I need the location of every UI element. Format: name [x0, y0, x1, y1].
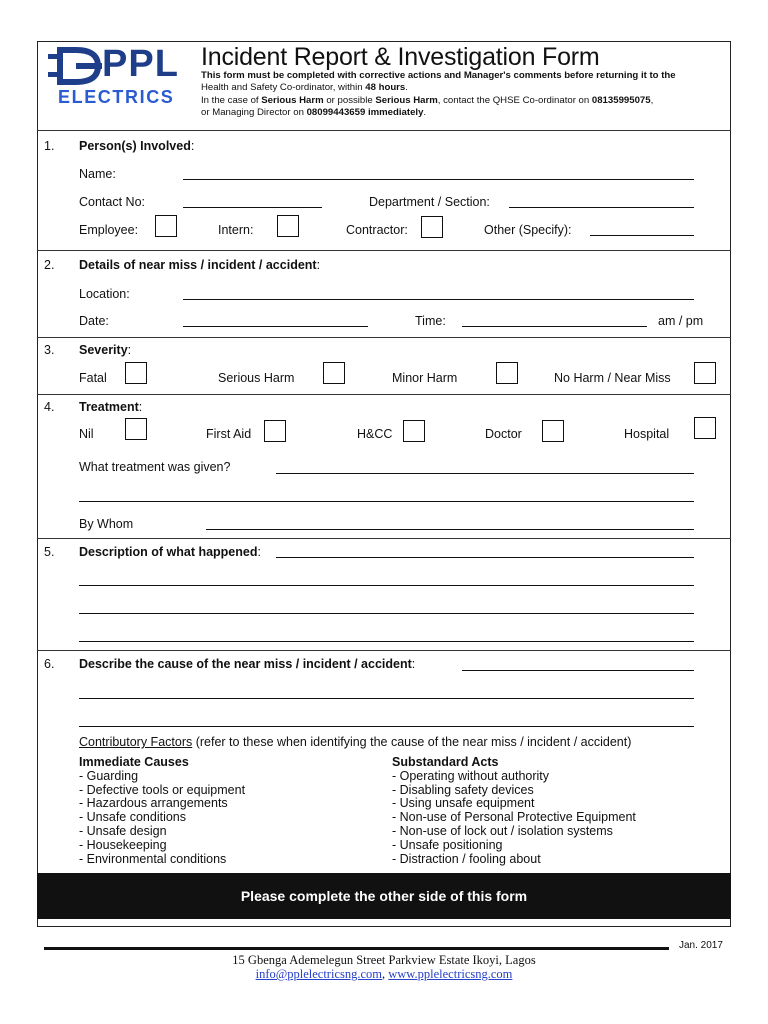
section-number: 6. — [44, 657, 55, 671]
section-number: 5. — [44, 545, 55, 559]
department-label: Department / Section: — [369, 195, 490, 209]
ampm-label: am / pm — [658, 314, 704, 328]
colon: : — [316, 258, 321, 272]
note-text: In the case of — [201, 94, 262, 106]
section-divider — [37, 650, 731, 651]
employee-label: Employee: — [79, 223, 139, 237]
what-treatment-field[interactable] — [276, 473, 694, 474]
list-item: - Distraction / fooling about — [392, 851, 541, 866]
severity-serious-checkbox[interactable] — [323, 362, 345, 384]
section-divider — [37, 130, 731, 131]
treatment-doctor-label: Doctor — [485, 427, 522, 441]
what-treatment-label: What treatment was given? — [79, 460, 231, 474]
colon: : — [138, 400, 143, 414]
section-number: 2. — [44, 258, 55, 272]
intern-checkbox[interactable] — [277, 215, 299, 237]
section-divider — [37, 250, 731, 251]
department-field[interactable] — [509, 207, 694, 208]
treatment-firstaid-label: First Aid — [206, 427, 252, 441]
note-line-3 — [201, 95, 676, 107]
website-link[interactable]: www.pplelectricsng.com — [388, 967, 513, 981]
contributory-factors-heading: Contributory Factors — [79, 735, 193, 749]
section-number: 3. — [44, 343, 55, 357]
immediate-causes-list — [79, 756, 245, 866]
contact-label: Contact No: — [79, 195, 146, 209]
colon: : — [190, 139, 195, 153]
note-text: , contact the QHSE Co-ordinator on — [437, 94, 592, 106]
list-item: - Non-use of Personal Protective Equipment — [392, 810, 636, 825]
note-bold: Serious Harm — [375, 94, 438, 106]
section-title-text: Details of near miss / incident / accident — [79, 258, 317, 272]
footer-address: 15 Gbenga Ademelegun Street Parkview Estate Ikoyi, Lagos — [232, 953, 536, 967]
contractor-label: Contractor: — [346, 223, 408, 237]
note-text: or Managing Director on — [201, 106, 307, 118]
page-title: Incident Report & Investigation Form — [201, 43, 600, 71]
description-field-4[interactable] — [79, 641, 694, 642]
logo-text: PPL — [102, 43, 179, 85]
section-title — [79, 545, 261, 559]
section-title — [79, 657, 415, 671]
treatment-hcc-label: H&CC — [357, 427, 393, 441]
note-text: Health and Safety Co-ordinator, within — [201, 82, 366, 94]
note-line-1: This form must be completed with corrective actions and Manager's comments before returning it to the — [201, 70, 676, 81]
treatment-firstaid-checkbox[interactable] — [264, 420, 286, 442]
immediate-causes-title: Immediate Causes — [79, 755, 189, 769]
note-line-2 — [201, 82, 676, 94]
treatment-hospital-checkbox[interactable] — [694, 417, 716, 439]
header-instructions — [201, 70, 676, 119]
list-item: - Guarding — [79, 768, 139, 783]
note-text: . — [405, 82, 408, 94]
list-item: - Unsafe conditions — [79, 810, 187, 825]
note-line-4 — [201, 107, 676, 119]
intern-label: Intern: — [218, 223, 254, 237]
other-field[interactable] — [590, 235, 694, 236]
section-title-text: Describe the cause of the near miss / incident / accident — [79, 657, 412, 671]
note-text: . — [423, 106, 427, 118]
severity-minor-checkbox[interactable] — [496, 362, 518, 384]
location-label: Location: — [79, 287, 130, 301]
treatment-hcc-checkbox[interactable] — [403, 420, 425, 442]
section-title — [79, 258, 320, 272]
note-bold: 08135995075 — [591, 94, 651, 106]
footer-contacts — [0, 967, 768, 982]
colon: : — [127, 343, 132, 357]
time-field[interactable] — [462, 326, 647, 327]
plug-icon — [46, 46, 106, 86]
description-field-3[interactable] — [79, 613, 694, 614]
severity-noharm-label: No Harm / Near Miss — [554, 371, 671, 385]
footer-date: Jan. 2017 — [679, 940, 723, 951]
section-title — [79, 400, 142, 414]
list-item: - Operating without authority — [392, 768, 550, 783]
severity-noharm-checkbox[interactable] — [694, 362, 716, 384]
name-field[interactable] — [183, 179, 694, 180]
section-title-text: Person(s) Involved — [79, 139, 191, 153]
substandard-acts-list — [392, 756, 636, 866]
cause-field-2[interactable] — [79, 698, 694, 699]
list-item: - Non-use of lock out / isolation systems — [392, 823, 613, 838]
list-item: - Housekeeping — [79, 837, 167, 852]
list-item: - Unsafe positioning — [392, 837, 503, 852]
treatment-doctor-checkbox[interactable] — [542, 420, 564, 442]
list-item: - Hazardous arrangements — [79, 796, 228, 811]
list-item: - Environmental conditions — [79, 851, 227, 866]
list-item: - Unsafe design — [79, 823, 167, 838]
time-label: Time: — [415, 314, 446, 328]
section-title-text: Treatment — [79, 400, 139, 414]
substandard-acts-title: Substandard Acts — [392, 755, 499, 769]
treatment-hospital-label: Hospital — [624, 427, 670, 441]
severity-serious-label: Serious Harm — [218, 371, 295, 385]
note-bold: 08099443659 immediately — [306, 106, 424, 118]
by-whom-label: By Whom — [79, 517, 134, 531]
cause-field[interactable] — [462, 670, 694, 671]
severity-minor-label: Minor Harm — [392, 371, 458, 385]
what-treatment-field-2[interactable] — [79, 501, 694, 502]
name-label: Name: — [79, 167, 116, 181]
contributory-factors — [79, 735, 631, 749]
other-label: Other (Specify): — [484, 223, 572, 237]
list-item: - Using unsafe equipment — [392, 796, 535, 811]
by-whom-field[interactable] — [206, 529, 694, 530]
note-bold: 48 hours — [365, 82, 406, 94]
contractor-checkbox[interactable] — [421, 216, 443, 238]
cause-field-3[interactable] — [79, 726, 694, 727]
date-field[interactable] — [183, 326, 368, 327]
email-link[interactable]: info@pplelectricsng.com — [255, 967, 382, 981]
description-field[interactable] — [276, 557, 694, 558]
section-title-text: Severity — [79, 343, 128, 357]
list-item: - Defective tools or equipment — [79, 782, 246, 797]
contributory-factors-note: (refer to these when identifying the cause of the near miss / incident / accident) — [192, 735, 632, 749]
section-title — [79, 343, 131, 357]
list-item: - Disabling safety devices — [392, 782, 534, 797]
severity-fatal-label: Fatal — [79, 371, 107, 385]
footer-divider — [44, 947, 669, 950]
severity-fatal-checkbox[interactable] — [125, 362, 147, 384]
footer-separator: , — [382, 967, 389, 981]
contact-field[interactable] — [183, 207, 322, 208]
section-number: 1. — [44, 139, 55, 153]
banner-text: Please complete the other side of this form — [240, 888, 528, 904]
date-label: Date: — [79, 314, 109, 328]
section-title-text: Description of what happened — [79, 545, 258, 559]
section-divider — [37, 394, 731, 395]
treatment-nil-label: Nil — [79, 427, 94, 441]
note-bold: Serious Harm — [261, 94, 324, 106]
section-divider — [37, 538, 731, 539]
section-title — [79, 139, 194, 153]
note-text: or possible — [323, 94, 376, 106]
location-field[interactable] — [183, 299, 694, 300]
treatment-nil-checkbox[interactable] — [125, 418, 147, 440]
colon: : — [411, 657, 416, 671]
complete-other-side-banner — [37, 873, 731, 919]
note-text: , — [650, 94, 654, 106]
section-divider — [37, 337, 731, 338]
employee-checkbox[interactable] — [155, 215, 177, 237]
colon: : — [257, 545, 261, 559]
logo-subtext: ELECTRICS — [58, 87, 175, 107]
description-field-2[interactable] — [79, 585, 694, 586]
section-number: 4. — [44, 400, 55, 414]
